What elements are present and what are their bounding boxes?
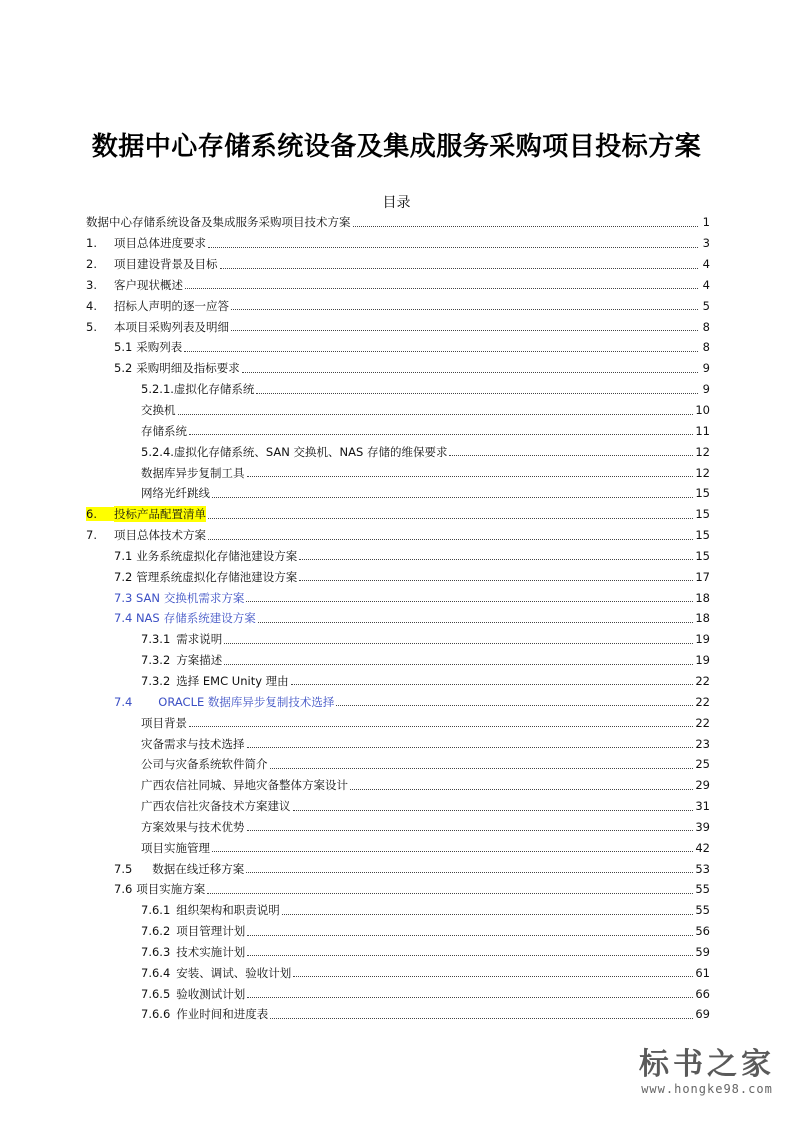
toc-entry-highlighted[interactable]: 6. 投标产品配置清单 15 <box>86 507 710 522</box>
toc-entry[interactable]: 7.6.4 安装、调试、验收计划 61 <box>141 965 710 980</box>
toc-entry[interactable]: 7.2 管理系统虚拟化存储池建设方案 17 <box>114 569 710 584</box>
watermark <box>639 1048 775 1096</box>
toc-entry[interactable]: 5. 本项目采购列表及明细 8 <box>86 319 710 334</box>
toc-entry[interactable]: 2. 项目建设背景及目标 4 <box>86 257 710 272</box>
toc-entry-link[interactable]: 7.4 NAS 存储系统建设方案 18 <box>114 611 710 626</box>
toc-entry[interactable]: 数据中心存储系统设备及集成服务采购项目技术方案 1 <box>86 215 710 230</box>
toc-entry[interactable]: 交换机 10 <box>141 403 710 418</box>
toc-entry[interactable]: 7.5 数据在线迁移方案 53 <box>114 861 710 876</box>
toc-heading: 目录 <box>382 195 411 211</box>
toc-entry[interactable]: 灾备需求与技术选择 23 <box>141 736 710 751</box>
toc-entry[interactable]: 方案效果与技术优势 39 <box>141 819 710 834</box>
toc-entry[interactable]: 5.2 采购明细及指标要求 9 <box>114 361 710 376</box>
toc-entry[interactable]: 7.6 项目实施方案 55 <box>114 882 710 897</box>
watermark-logo: 标书之家 <box>639 1047 775 1082</box>
toc-entry[interactable]: 5.1 采购列表 8 <box>114 340 710 355</box>
watermark-url: www.hongke98.com <box>641 1082 773 1096</box>
toc-entry[interactable]: 广西农信社灾备技术方案建议 31 <box>141 799 710 814</box>
toc-entry-link[interactable]: 7.4 ORACLE 数据库异步复制技术选择 22 <box>114 694 710 709</box>
toc-entry[interactable]: 公司与灾备系统软件简介 25 <box>141 757 710 772</box>
toc-entry[interactable]: 7.3.1 需求说明 19 <box>141 632 710 647</box>
toc-entry[interactable]: 7.3.2 选择 EMC Unity 理由 22 <box>141 673 710 688</box>
toc-entry[interactable]: 3. 客户现状概述 4 <box>86 277 710 292</box>
toc-entry[interactable]: 5.2.4.虚拟化存储系统、SAN 交换机、NAS 存储的维保要求 12 <box>141 444 710 459</box>
document-title: 数据中心存储系统设备及集成服务采购项目投标方案 <box>91 132 702 162</box>
table-of-contents <box>86 212 710 1025</box>
toc-entry[interactable]: 项目实施管理 42 <box>141 840 710 855</box>
toc-entry[interactable]: 网络光纤跳线 15 <box>141 486 710 501</box>
toc-entry[interactable]: 4. 招标人声明的逐一应答 5 <box>86 298 710 313</box>
toc-entry[interactable]: 7.3.2 方案描述 19 <box>141 653 710 668</box>
toc-entry[interactable]: 数据库异步复制工具 12 <box>141 465 710 480</box>
toc-entry[interactable]: 7. 项目总体技术方案 15 <box>86 528 710 543</box>
toc-entry[interactable]: 5.2.1.虚拟化存储系统 9 <box>141 382 710 397</box>
toc-entry[interactable]: 项目背景 22 <box>141 715 710 730</box>
toc-entry[interactable]: 7.6.6 作业时间和进度表 69 <box>141 1007 710 1022</box>
toc-entry[interactable]: 7.6.5 验收测试计划 66 <box>141 986 710 1001</box>
toc-entry[interactable]: 7.1 业务系统虚拟化存储池建设方案 15 <box>114 548 710 563</box>
toc-entry[interactable]: 7.6.2 项目管理计划 56 <box>141 924 710 939</box>
toc-entry[interactable]: 7.6.1 组织架构和职责说明 55 <box>141 903 710 918</box>
toc-entry[interactable]: 7.6.3 技术实施计划 59 <box>141 944 710 959</box>
toc-entry[interactable]: 广西农信社同城、异地灾备整体方案设计 29 <box>141 778 710 793</box>
toc-entry-link[interactable]: 7.3 SAN 交换机需求方案 18 <box>114 590 710 605</box>
toc-entry[interactable]: 存储系统 11 <box>141 423 710 438</box>
toc-entry[interactable]: 1. 项目总体进度要求 3 <box>86 236 710 251</box>
